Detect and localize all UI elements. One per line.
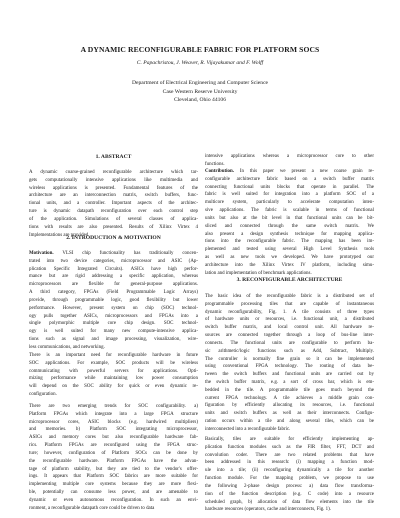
text-line: tional units, and a controller. Important aspects of the architec- <box>29 201 198 207</box>
text-line: ration occurs within a tile and along several tiles, which can be <box>205 419 374 424</box>
text-line: switch buffer matrix, and local control unit. All hardware re- <box>205 325 374 331</box>
text-line: units and switch buffers as well as their interconnects. Configu- <box>205 411 374 417</box>
intro-paragraph-2 <box>29 352 198 399</box>
text-line: rics. Platform FPGAs are reconfigured using the FPGA struc- <box>29 443 198 449</box>
continued-paragraph <box>205 153 374 169</box>
paper-title: A DYNAMIC RECONFIGURABLE FABRIC FOR PLATFORM SOCS <box>80 45 320 54</box>
line-group <box>205 176 374 278</box>
text-line: convolution coder. There are two related problems that have <box>205 452 374 458</box>
text-line: tage of platform stability, but they are tied to the vendor's offer- <box>29 466 198 472</box>
text-line: configuration. <box>29 392 57 398</box>
text-line: bedded in the tile. A programmable tile goes much beyond the <box>205 387 374 393</box>
text-line: units but also at the bit level in that functional units can be bit- <box>205 215 374 221</box>
text-line: function module. For the mapping problem, we propose to use <box>205 476 374 482</box>
text-line: interconnected into a reconfigurable fabric. <box>205 426 291 432</box>
text-line: plication Specific Integrated Circuits). ASICs have high perfor- <box>29 266 198 272</box>
text-line: The basic idea of the reconfigurable fabric is a distributed set of <box>205 294 374 299</box>
intro-paragraph-3 <box>29 403 198 512</box>
text-line: figuration by efficiently allocating its resources, i.e. functional <box>205 403 374 409</box>
architecture-heading: 3. RECONFIGURABLE ARCHITECTURE <box>236 277 343 283</box>
text-line: tions with results are also presented. Results of Xilinx Virtex 4 <box>29 224 198 230</box>
text-line: ture; however, configuration of Platform SOCs can be done by <box>29 450 198 456</box>
text-line: tions into the reconfigurable fabric. The mapping has been im- <box>205 239 374 245</box>
text-line: A dynamic coarse-grained reconfigurable architecture which tar- <box>29 170 198 175</box>
text-line: mance but are rigid addressing a specific application, whereas <box>29 274 198 280</box>
text-line: single polymorphic multiple core chip design. SOC technol- <box>29 321 198 327</box>
text-line: sive applications. The fabric is scalable in terms of functional <box>205 208 374 214</box>
text-line: connecting functional units blocks that operate in parallel. The <box>205 184 374 190</box>
architecture-paragraph-1 <box>205 293 374 434</box>
text-line: ings. It appears that Platform SOC fabrics are more suitable for <box>29 474 198 480</box>
text-line: ogy is well suited for many new compute-intensive applica- <box>29 329 198 335</box>
text-line: dynamic reconfigurability, Fig. 1. A tile consists of three types <box>205 309 374 315</box>
text-line: SOC applications. For example, SOC products will be wireless <box>29 360 198 366</box>
architecture-paragraph-2 <box>205 436 374 514</box>
text-line: been addressed in this research: (i) mapping a function mod- <box>205 460 374 466</box>
text-line: functions. <box>205 161 225 167</box>
text-line: current FPGA technology. A tile achieves a middle grain con- <box>205 395 374 401</box>
text-line: configurable architecture fabric based on a switch buffer matrix <box>205 176 374 182</box>
text-line: dynamic or even autonomous reconfiguration. In such an envi- <box>29 497 198 503</box>
text-line: scheduled graph, b) allocation of data flow elements into the tile <box>205 499 374 505</box>
text-line: ture is dynamic datapath reconfiguration over each control step <box>29 209 198 215</box>
text-line: communicating with powerful servers for applications. Opti- <box>29 368 198 374</box>
text-line: tween the switch buffers and functional units are carried out by <box>205 372 374 378</box>
text-line: tion of the function description (e.g. C code) into a resource <box>205 491 374 497</box>
text-line: A third category, FPGAs (Field Programmable Logic Arrays) <box>29 290 198 296</box>
text-line <box>29 250 198 258</box>
affiliation-line: Case Western Reserve University <box>162 88 238 95</box>
text-line: hardware resources (operators, cache and interconnects, Fig. 1). <box>205 507 331 513</box>
text-line: using conventional FPGA technology. The routing of data be- <box>205 364 374 370</box>
abstract-heading: 1. ABSTRACT <box>95 154 132 160</box>
text-line: trated into two device categories, microprocessor and ASIC (Ap- <box>29 258 198 264</box>
affiliation-line: Department of Electrical Engineering and Computer Science <box>131 80 269 86</box>
text-line: There is an important need for reconfigurable hardware in future <box>29 353 198 358</box>
intro-paragraph-1 <box>29 250 198 352</box>
text-line: Basically, tiles are suitable for efficiently implementing ap- <box>205 437 374 442</box>
text-line: implementing multiple core systems because they are more flexi- <box>29 482 198 488</box>
text-line <box>205 168 374 176</box>
text-line: less communications, and networking. <box>29 344 105 350</box>
text-line: Implementations are provided. <box>29 232 90 238</box>
text-line: programmable processing tiles that are capable of instantaneous <box>205 301 374 307</box>
text-line: the reconfigurable hardware. Platform FPGAs have the advan- <box>29 458 198 464</box>
text-line: the switch buffer matrix, e.g. a sort of cross bar, which is em- <box>205 379 374 385</box>
text-line: mizing performance while maintaining low power consumption <box>29 376 198 382</box>
text-line: tions such as signal and image processing, visualization, wire- <box>29 336 198 342</box>
contribution-runin: Contribution. <box>205 169 234 174</box>
text-line: as well as new tools we developed. We have prototyped our <box>205 254 374 260</box>
abstract-paragraph <box>29 169 198 239</box>
text-line: also present a design synthesis technique for mapping applica- <box>205 231 374 237</box>
text-line: will depend on the SOC ability for quick or even dynamic re- <box>29 384 198 390</box>
text-line: gets computationally intensive applications like multimedia and <box>29 177 198 183</box>
paper-affiliation <box>20 79 380 105</box>
text-line: ogy pulls together ASICs, microprocessors and FPGAs into a <box>29 313 198 319</box>
text-line: of the application. Simulations of several classes of applica- <box>29 216 198 222</box>
text-line: There are two emerging trends for SOC configurability. a) <box>29 404 198 409</box>
motivation-runin: Motivation. <box>29 251 54 256</box>
paper-authors: C. Papachristou, J. Weaver, R. Vijayakumar and F. Wolff <box>136 60 264 66</box>
text-line: the following 2-phase design process: a) data flow transforma- <box>205 483 374 489</box>
text-fragment: VLSI chip functionality has traditionally concen- <box>53 251 198 256</box>
text-line: connects. The functional units are configurable to perform ba- <box>205 340 374 346</box>
text-line: sliced and connected through the same switch matrix. We <box>205 223 374 229</box>
text-line: fabric is well suited for integration into a platform SOC of a <box>205 192 374 198</box>
text-line: provide, through programmable logic, good flexibility but lower <box>29 297 198 303</box>
text-line: sources are connected together through a loop of bus-line inter- <box>205 333 374 339</box>
text-line: of hardware units or resources, i.e. functional unit, a distributed <box>205 317 374 323</box>
text-line: microprocessor cores, ASIC blocks (e.g. hardwired multipliers) <box>29 419 198 425</box>
text-line: plemented and tested using several High Level Synthesis tools <box>205 247 374 253</box>
text-line: and memories. b) Platform SOC integrating microprocessor, <box>29 427 198 433</box>
text-line: wireless applications is presented. Fundamental features of the <box>29 185 198 191</box>
introduction-heading: 2. INTRODUCTION & MOTIVATION <box>66 235 161 241</box>
text-line: architecture into the Xilinx Virtex IV platform, including simu- <box>205 262 374 268</box>
text-line: plication function modules such as the FIR filter, FFT, DCT and <box>205 444 374 450</box>
text-line: ASICs and memory cores but also reconfigurable hardware fab- <box>29 435 198 441</box>
text-line: ble, potentially can consume less power, and are amenable to <box>29 489 198 495</box>
contribution-paragraph <box>205 168 374 277</box>
text-fragment: In this paper we present a new coarse grain re- <box>233 169 374 174</box>
text-line: ule into a tile; (ii) reconfiguring dynamically a tile for another <box>205 468 374 474</box>
text-line: intensive applications whereas a microprocessor core to other <box>205 154 374 159</box>
text-line: The controller is normally fine grain so it can be implemented <box>205 356 374 362</box>
text-line: ronment, a reconfigurable datapath core could be driven to data <box>29 505 155 511</box>
text-line: Platform FPGAs which integrate into a large FPGA structure <box>29 411 198 417</box>
text-line: microprocessors are flexible for general-purpose applications. <box>29 282 198 288</box>
line-group <box>29 258 198 352</box>
text-line: lation and implementation of benchmark applications. <box>205 270 312 276</box>
text-line: sic arithmetic/logic functions such as Add, Subtract, Multiply. <box>205 348 374 354</box>
text-line: architecture are an interconnection matrix, switch buffers, func- <box>29 193 198 199</box>
text-line: performance. However, present system on chip (SOC) technol- <box>29 305 198 311</box>
text-line: multicore system, particularly to accelerate computation inten- <box>205 200 374 206</box>
affiliation-line: Cleveland, Ohio 44106 <box>173 97 227 104</box>
